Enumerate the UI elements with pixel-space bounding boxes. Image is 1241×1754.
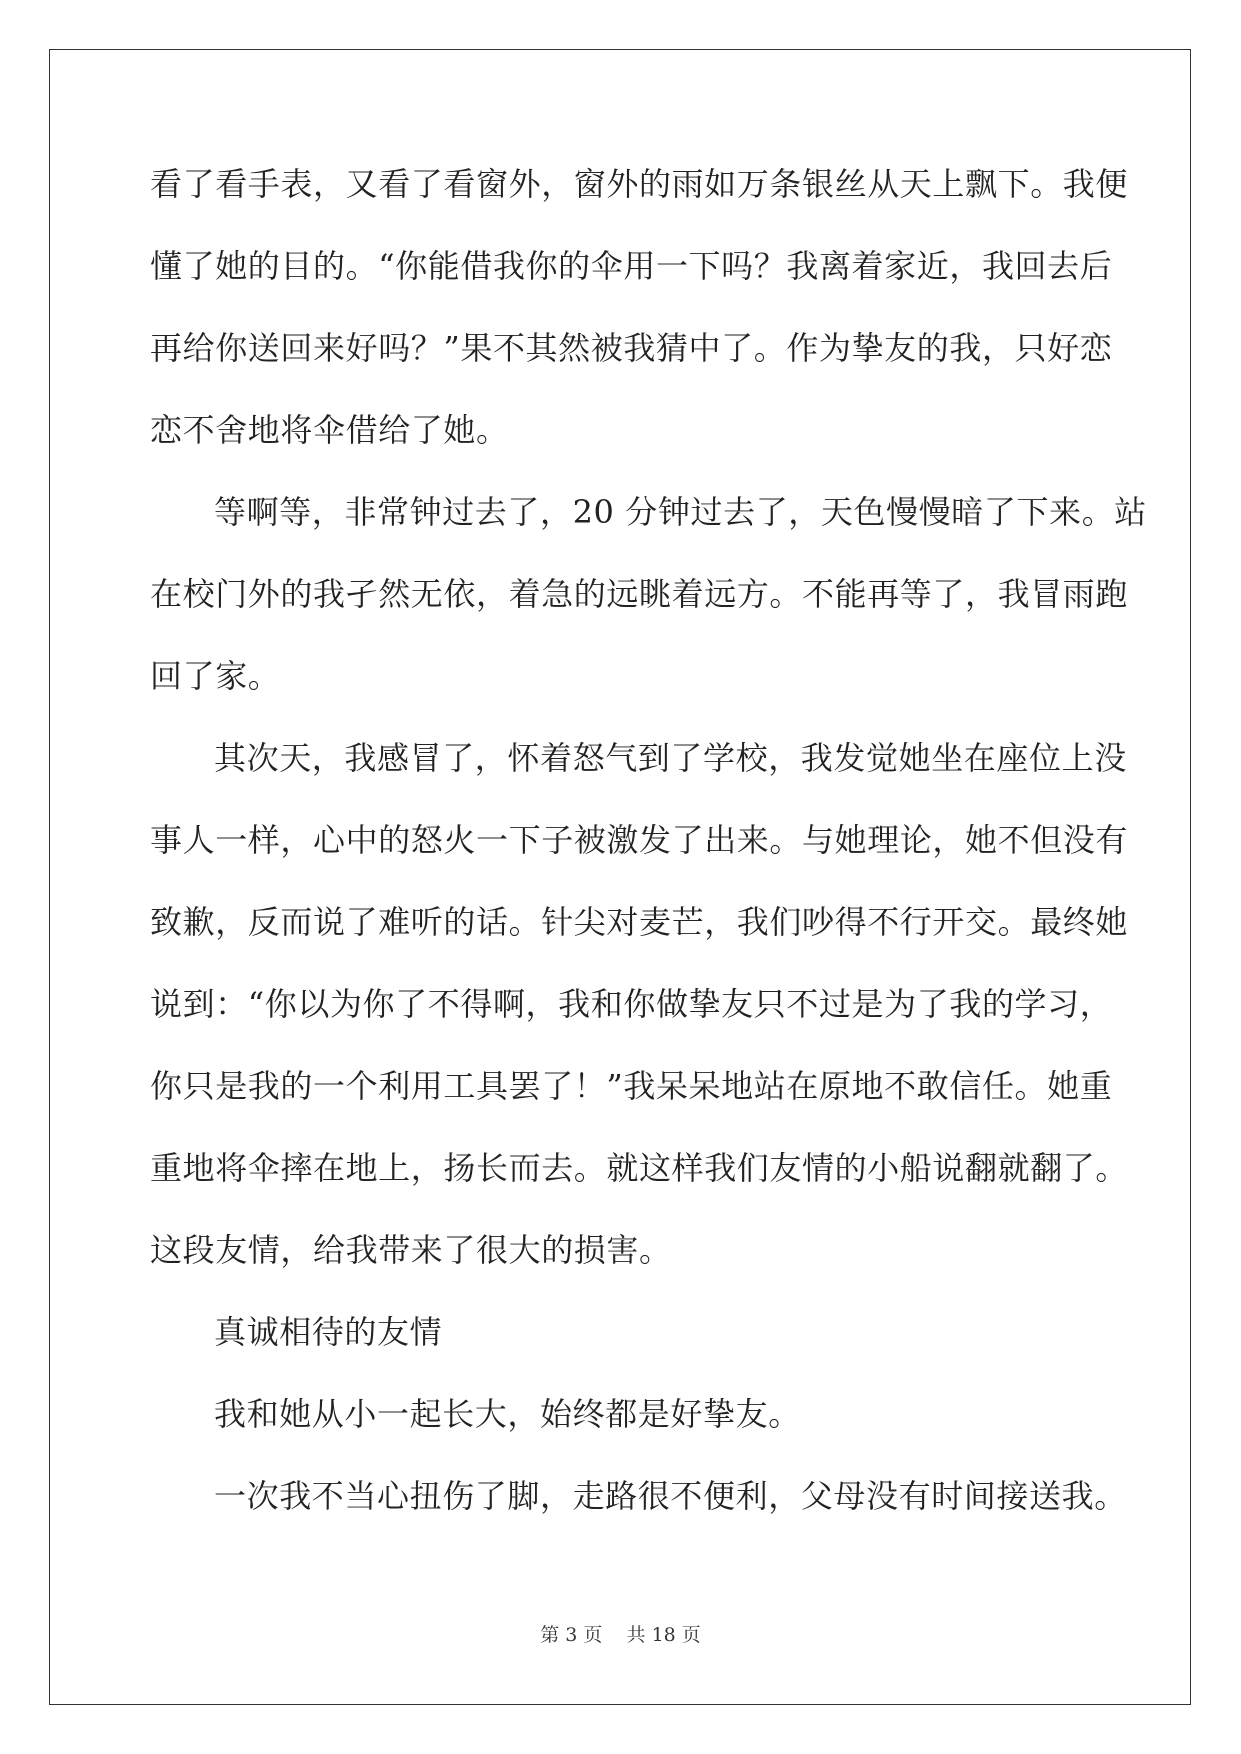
text-line-10: 致歉，反而说了难听的话。针尖对麦芒，我们吵得不行开交。最终她 [150, 903, 1129, 941]
document-body [150, 155, 1147, 1549]
text-line-8: 其次天，我感冒了，怀着怒气到了学校，我发觉她坐在座位上没 [214, 739, 1127, 777]
text-line-1: 看了看手表，又看了看窗外，窗外的雨如万条银丝从天上飘下。我便 [150, 165, 1129, 203]
text-line-6: 在校门外的我孑然无依，着急的远眺着远方。不能再等了，我冒雨跑 [150, 575, 1129, 613]
text-line-13: 重地将伞摔在地上，扬长而去。就这样我们友情的小船说翻就翻了。 [150, 1149, 1129, 1187]
page-number-footer: 第 3 页 共 18 页 [540, 1624, 701, 1646]
text-line-16: 我和她从小一起长大，始终都是好挚友。 [214, 1395, 801, 1433]
text-line-9: 事人一样，心中的怒火一下子被激发了出来。与她理论，她不但没有 [150, 821, 1129, 859]
text-line-12: 你只是我的一个利用工具罢了！”我呆呆地站在原地不敢信任。她重 [150, 1067, 1113, 1105]
text-line-17: 一次我不当心扭伤了脚，走路很不便利，父母没有时间接送我。 [214, 1477, 1127, 1515]
text-line-3: 再给你送回来好吗？”果不其然被我猜中了。作为挚友的我，只好恋 [150, 329, 1113, 367]
text-line-4: 恋不舍地将伞借给了她。 [150, 411, 509, 449]
text-line-5: 等啊等，非常钟过去了，20 分钟过去了，天色慢慢暗了下来。站 [214, 493, 1147, 531]
text-line-2: 懂了她的目的。“你能借我你的伞用一下吗？我离着家近，我回去后 [150, 247, 1113, 285]
text-line-7: 回了家。 [150, 657, 281, 695]
section-heading: 真诚相待的友情 [214, 1313, 443, 1351]
text-line-11: 说到：“你以为你了不得啊，我和你做挚友只不过是为了我的学习， [150, 985, 1113, 1023]
text-line-14: 这段友情，给我带来了很大的损害。 [150, 1231, 672, 1269]
